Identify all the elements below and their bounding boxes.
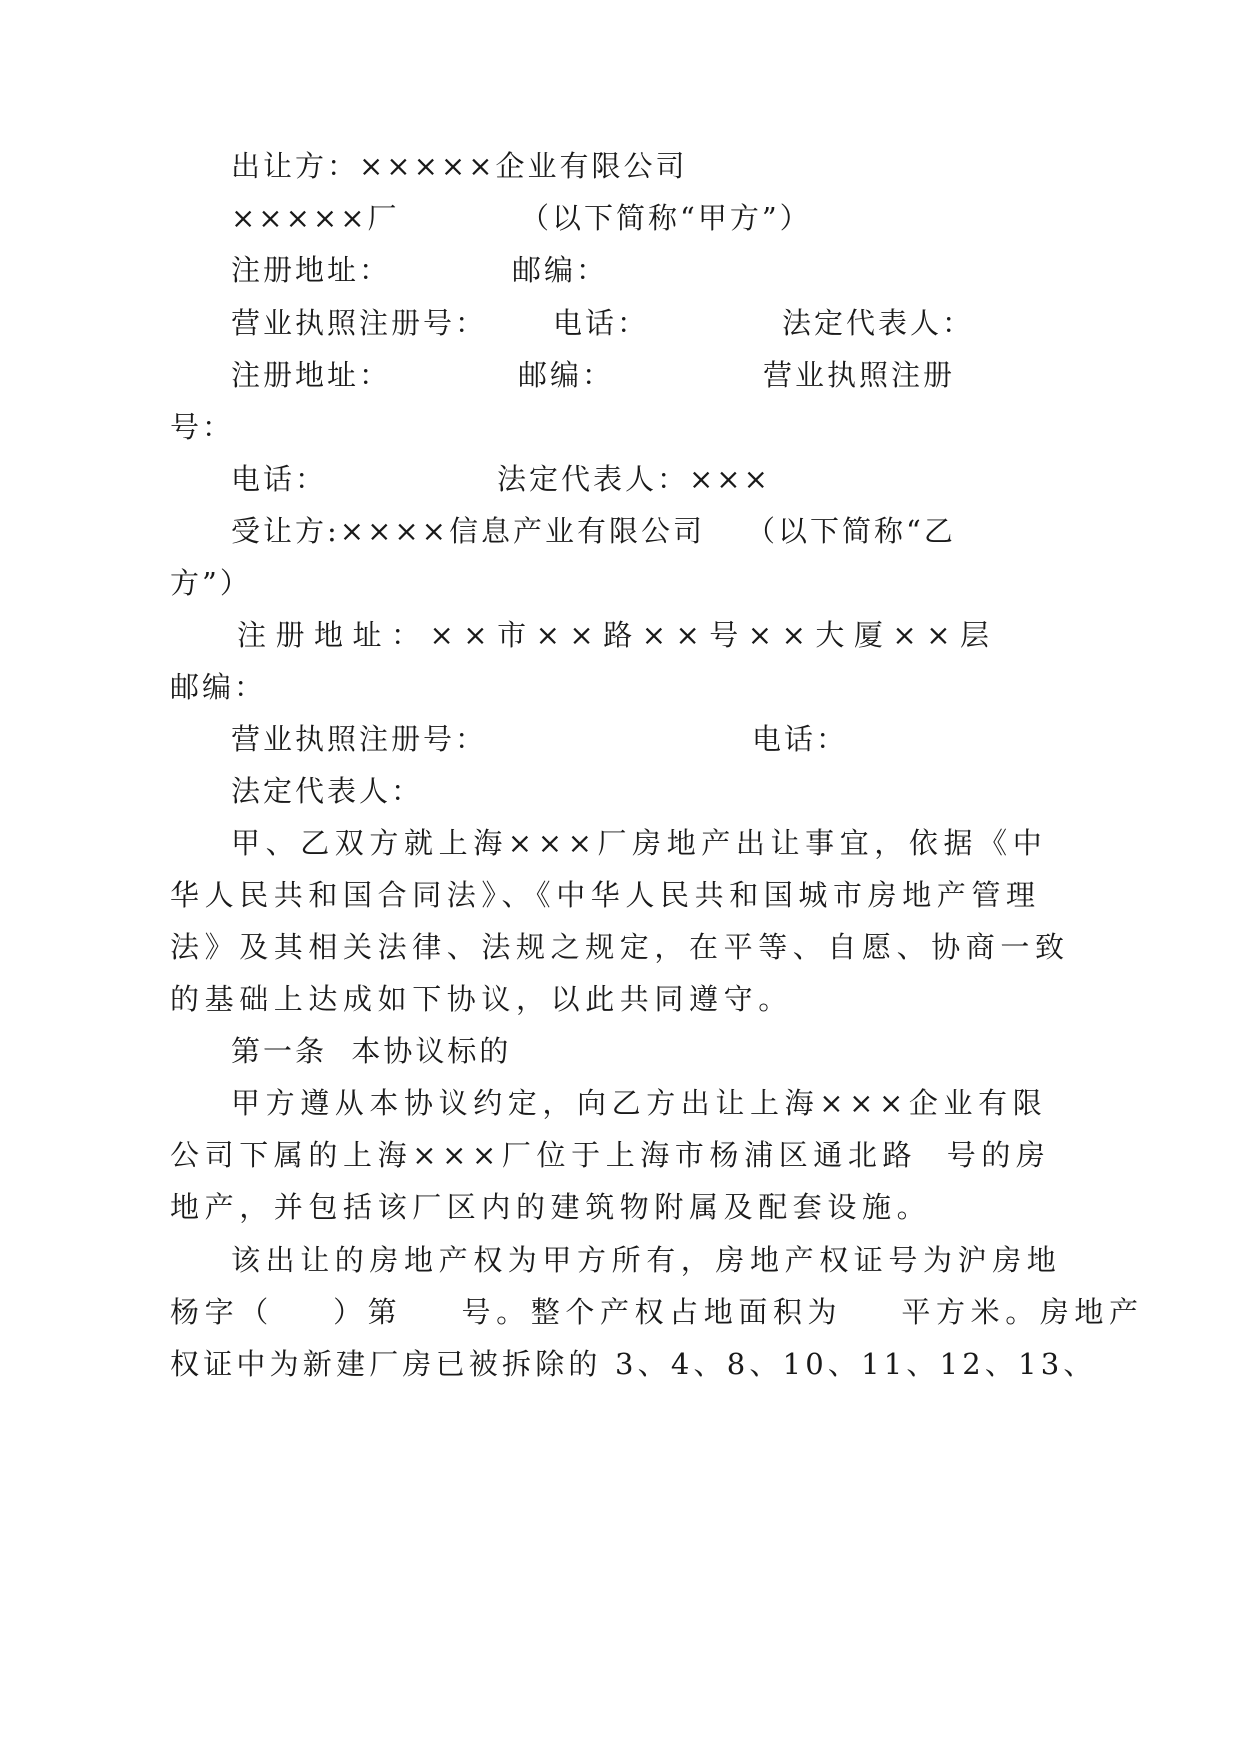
preamble-line-4: 的基础上达成如下协议，以此共同遵守。 (170, 982, 793, 1016)
party-a-factory: ×××××厂 (231, 201, 400, 235)
preamble-line-3: 法》及其相关法律、法规之规定，在平等、自愿、协商一致 (170, 930, 1070, 964)
party-a-postcode-label: 邮编： (512, 253, 609, 287)
article-1-para-2-line-3: 权证中为新建厂房已被拆除的 3、4、8、10、11、12、13、 (170, 1347, 1097, 1381)
article-1-para-1-line-3: 地产，并包括该厂区内的建筑物附属及配套设施。 (170, 1190, 932, 1224)
factory-phone-label: 电话： (231, 462, 328, 496)
party-b-postcode-label: 邮编： (170, 670, 267, 704)
factory-license-label-cont: 号： (170, 410, 235, 444)
party-a-license-label: 营业执照注册号： (231, 306, 488, 340)
preamble-line-2: 华人民共和国合同法》、《中华人民共和国城市房地产管理 (170, 878, 1041, 912)
article-1-para-2-line-1: 该出让的房地产权为甲方所有，房地产权证号为沪房地 (231, 1243, 1062, 1277)
party-a-phone-label: 电话： (553, 306, 650, 340)
party-b-alias: （以下简称“乙 (746, 514, 956, 548)
party-a-alias: （以下简称“甲方”） (520, 201, 812, 235)
article-1-para-1-line-1: 甲方遵从本协议约定，向乙方出让上海×××企业有限 (231, 1086, 1048, 1120)
party-b-alias-cont: 方”） (170, 566, 252, 600)
article-1-para-1-line-2: 公司下属的上海×××厂位于上海市杨浦区通北路 号的房 (170, 1138, 1051, 1172)
factory-license-label: 营业执照注册 (763, 358, 956, 392)
factory-address-label: 注册地址： (231, 358, 392, 392)
article-1-title: 第一条 本协议标的 (231, 1034, 512, 1068)
preamble-line-1: 甲、乙双方就上海×××厂房地产出让事宜，依据《中 (231, 826, 1048, 860)
party-b-phone-label: 电话： (752, 722, 849, 756)
party-b-license-label: 营业执照注册号： (231, 722, 488, 756)
party-b-address: 注册地址：××市××路××号××大厦××层 (237, 618, 999, 652)
factory-representative: 法定代表人：××× (497, 462, 771, 496)
party-b-rep-label: 法定代表人： (231, 774, 424, 808)
party-a-rep-label: 法定代表人： (782, 306, 975, 340)
article-1-para-2-line-2: 杨字（ ）第 号。整个产权占地面积为 平方米。房地产 (170, 1295, 1144, 1329)
party-a-transferor: 出让方：×××××企业有限公司 (231, 149, 688, 183)
party-b-transferee: 受让方:××××信息产业有限公司 (231, 514, 705, 548)
factory-postcode-label: 邮编： (518, 358, 615, 392)
party-a-address-label: 注册地址： (231, 253, 392, 287)
